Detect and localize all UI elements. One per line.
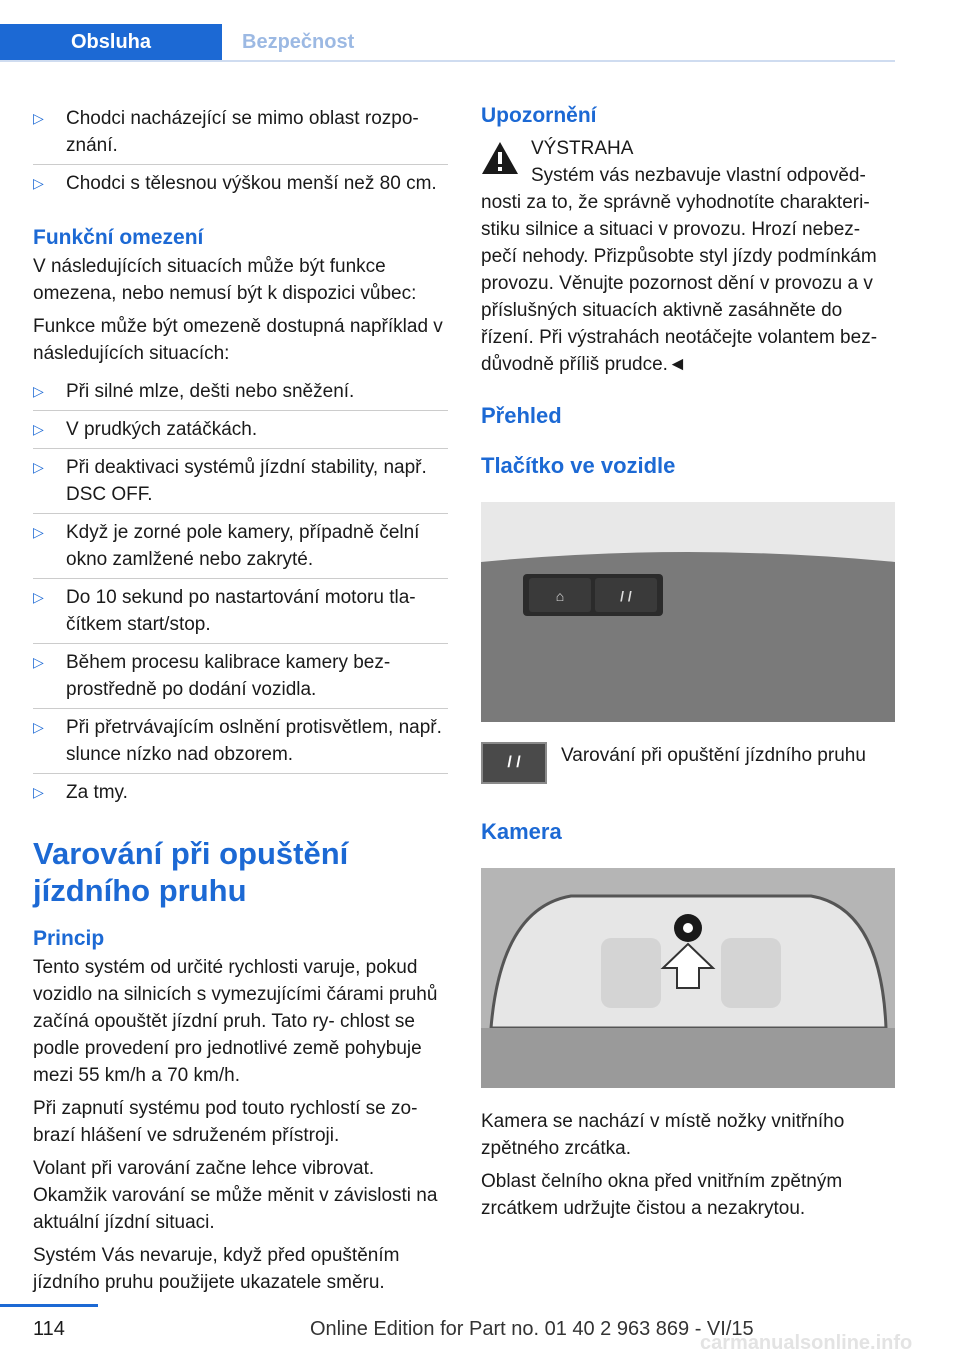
tab-bezpecnost[interactable]: Bezpečnost: [242, 30, 355, 53]
button-caption-row: [481, 742, 895, 784]
list-item: [33, 514, 448, 579]
list-item-text: Když je zorné pole kamery, případně čelní okno zamlžené nebo zakryté.: [66, 522, 420, 570]
triangle-right-icon: ▷: [33, 421, 44, 437]
paragraph: Tento systém od určité rychlosti varuje, pokud vozidlo na silnicích s vymezujícími čárami pruhů začíná opouštět jízdní pruh. Tato ry- chlost se podle provedení pro jednotlivé země pohybuje mezi 55 km/h a 70 km/h.: [33, 957, 438, 1086]
triangle-right-icon: ▷: [33, 524, 44, 540]
warning-block: [481, 135, 895, 378]
list-item-text: Do 10 sekund po nastartování motoru tla- čítkem start/stop.: [66, 587, 416, 635]
chapter-heading: Varování při opuštění jízdního pruhu: [33, 836, 349, 908]
list-item-text: Při přetrvávajícím oslnění protisvětlem, např. slunce nízko nad obzorem.: [66, 717, 442, 765]
triangle-right-icon: ▷: [33, 589, 44, 605]
triangle-right-icon: ▷: [33, 383, 44, 399]
triangle-right-icon: ▷: [33, 654, 44, 670]
camera-photo: [481, 868, 895, 1088]
tab-obsluha[interactable]: Obsluha: [0, 24, 222, 60]
list-item: [33, 579, 448, 644]
lane-departure-icon: / /: [481, 742, 547, 784]
paragraph: Oblast čelního okna před vnitřním zpětným zrcátkem udržujte čistou a nezakrytou.: [481, 1171, 843, 1219]
svg-text:⌂: ⌂: [555, 588, 565, 604]
paragraph: V následujících situacích může být funkce omezena, nebo nemusí být k dispozici vůbec:: [33, 256, 417, 304]
list-item-text: Při silné mlze, dešti nebo sněžení.: [66, 381, 355, 402]
list-item-text: Chodci s tělesnou výškou menší než 80 cm.: [66, 173, 437, 194]
warning-triangle-icon: [481, 141, 519, 175]
edition-text: Online Edition for Part no. 01 40 2 963 869 - VI/15: [310, 1318, 754, 1340]
list-item: [33, 449, 448, 514]
triangle-right-icon: ▷: [33, 459, 44, 475]
list-item: [33, 411, 448, 449]
paragraph: Při zapnutí systému pod touto rychlostí se zo- brazí hlášení ve sdruženém přístroji.: [33, 1098, 418, 1146]
list-item-text: Při deaktivaci systémů jízdní stability, např. DSC OFF.: [66, 457, 427, 505]
triangle-right-icon: ▷: [33, 175, 44, 191]
list-item: [33, 165, 448, 202]
list-item-text: V prudkých zatáčkách.: [66, 419, 258, 440]
warning-text: Systém vás nezbavuje vlastní odpověd- nosti za to, že správně vyhodnotíte charakteri- stiku silnice a situaci v provozu. Hrozí nebez- pečí nehody. Přizpůsobte styl jízdy podmínkám provozu. Věnujte pozornost dění v provozu a v příslušných situacích aktivně zasáhněte do řízení. Při výstrahách neotáčejte volantem bez- důvodně příliš prudce.◄: [481, 165, 878, 375]
list-item: [33, 644, 448, 709]
paragraph: Funkce může být omezeně dostupná například v následujících situacích:: [33, 316, 443, 364]
list-item: [33, 373, 448, 411]
paragraph: Kamera se nachází v místě nožky vnitřního zpětného zrcátka.: [481, 1111, 845, 1159]
warning-label: VÝSTRAHA: [531, 138, 634, 159]
watermark: carmanualsonline.info: [700, 1332, 913, 1354]
list-item: [33, 774, 448, 811]
header-divider: [0, 60, 895, 62]
bullet-list-limits: [33, 373, 448, 811]
triangle-right-icon: ▷: [33, 719, 44, 735]
list-item-text: Během procesu kalibrace kamery bez- prostředně po dodání vozidla.: [66, 652, 391, 700]
triangle-right-icon: ▷: [33, 784, 44, 800]
triangle-right-icon: ▷: [33, 110, 44, 126]
list-item-text: Za tmy.: [66, 782, 128, 803]
button-caption: Varování při opuštění jízdního pruhu: [561, 745, 866, 766]
footer-divider: [0, 1304, 98, 1307]
svg-text:/ /: / /: [620, 588, 632, 604]
paragraph: Systém Vás nevaruje, když před opuštěním jízdního pruhu použijete ukazatele směru.: [33, 1245, 400, 1293]
section-heading-camera: Kamera: [481, 819, 562, 844]
page-header: [0, 0, 895, 62]
list-item: [33, 100, 448, 165]
paragraph: Volant při varování začne lehce vibrovat. Okamžik varování se může měnit v závislosti na aktuální jízdní situaci.: [33, 1158, 438, 1233]
right-column: [481, 100, 895, 1228]
camera-photo-illustration: [481, 868, 895, 1088]
list-item-text: Chodci nacházející se mimo oblast rozpo- znání.: [66, 108, 419, 156]
section-heading-limits: Funkční omezení: [33, 226, 204, 249]
list-item: [33, 709, 448, 774]
section-heading-overview: Přehled: [481, 403, 562, 428]
button-photo-illustration: [481, 502, 895, 722]
left-column: [33, 100, 448, 1302]
warning-title: Upozornění: [481, 104, 597, 127]
page-number: 114: [33, 1318, 65, 1340]
button-photo: [481, 502, 895, 722]
section-heading-button: Tlačítko ve vozidle: [481, 453, 676, 478]
bullet-list-top: [33, 100, 448, 202]
section-heading-principle: Princip: [33, 927, 105, 950]
